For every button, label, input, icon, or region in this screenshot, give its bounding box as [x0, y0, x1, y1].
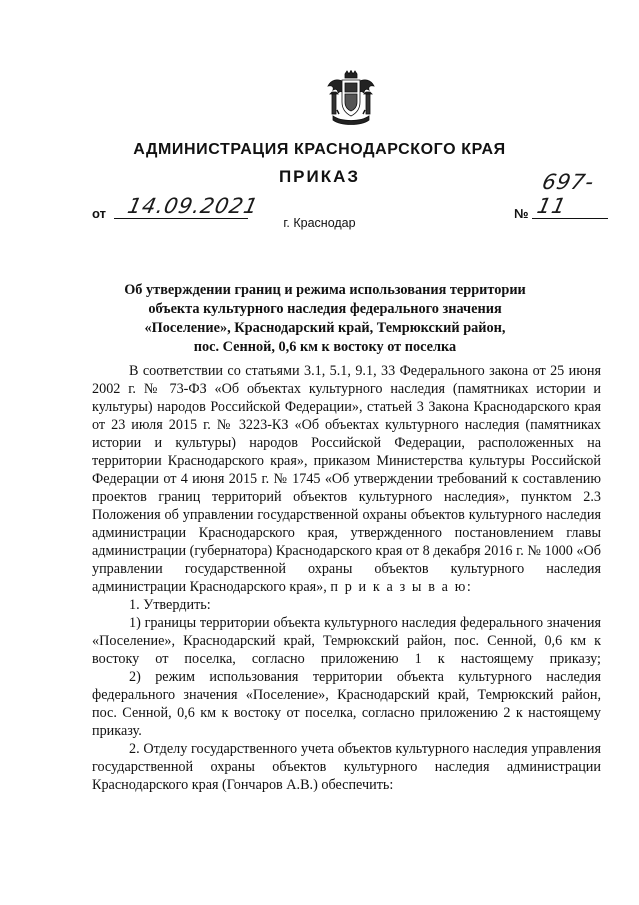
document-body	[92, 362, 601, 794]
item-1-1: 1) границы территории объекта культурного наследия федерального значения «Поселение», Краснодарский край, Темрюкский район, пос. Сенной, 0,6 км к востоку от поселка, согласно приложению 1 к настоящему приказу;	[92, 615, 601, 667]
coat-of-arms-icon	[327, 70, 375, 126]
city-name: г. Краснодар	[283, 216, 356, 230]
item-1-2: 2) режим использования территории объекта культурного наследия федерального значения «Поселение», Краснодарский край, Темрюкский район, пос. Сенной, 0,6 км к востоку от поселка, согласно приложению 2 к настоящему приказу.	[92, 669, 601, 739]
intro-paragraph	[92, 362, 601, 596]
item-1: 1. Утвердить:	[129, 597, 211, 613]
title-line: Об утверждении границ и режима использования территории	[124, 282, 526, 298]
organization-name: АДМИНИСТРАЦИЯ КРАСНОДАРСКОГО КРАЯ	[133, 141, 506, 158]
order-word: п р и к а з ы в а ю:	[330, 579, 473, 595]
intro-text: В соответствии со статьями 3.1, 5.1, 9.1, 33 Федерального закона от 25 июня 2002 г. № 73-ФЗ «Об объектах культурного наследия (памятниках истории и культуры) народов Российской Федерации», статьей 3 Закона Краснодарского края от 23 июля 2015 г. № 3223-КЗ «Об объектах культурного наследия (памятниках истории и культуры) народов Российской Федерации, расположенных на территории Краснодарского края», приказом Министерства культуры Российской Федерации от 4 июня 2015 г. № 1745 «Об утверждении требований к составлению проектов границ территорий объектов культурного наследия», пунктом 2.3 Положения об управлении государственной охраны объектов культурного наследия администрации Краснодарского края, утвержденного постановлением главы администрации (губернатора) Краснодарского края от 8 декабря 2016 г. № 1000 «Об управлении государственной охраны объектов культурного наследия администрации Краснодарского края»,	[92, 363, 601, 595]
document-title	[90, 281, 560, 357]
number-prefix: №	[514, 206, 529, 221]
title-line: пос. Сенной, 0,6 км к востоку от поселка	[193, 339, 457, 355]
document-type: ПРИКАЗ	[278, 167, 361, 186]
date-prefix: от	[92, 206, 106, 221]
handwritten-number: 697-11	[534, 170, 597, 218]
item-2: 2. Отделу государственного учета объектов культурного наследия управления государственной охраны объектов культурного наследия администрации Краснодарского края (Гончаров А.В.) обеспечить:	[92, 741, 601, 793]
title-line: «Поселение», Краснодарский край, Темрюкский район,	[144, 320, 506, 336]
title-line: объекта культурного наследия федерального значения	[148, 301, 502, 317]
handwritten-date: 14.09.2021	[125, 194, 261, 218]
